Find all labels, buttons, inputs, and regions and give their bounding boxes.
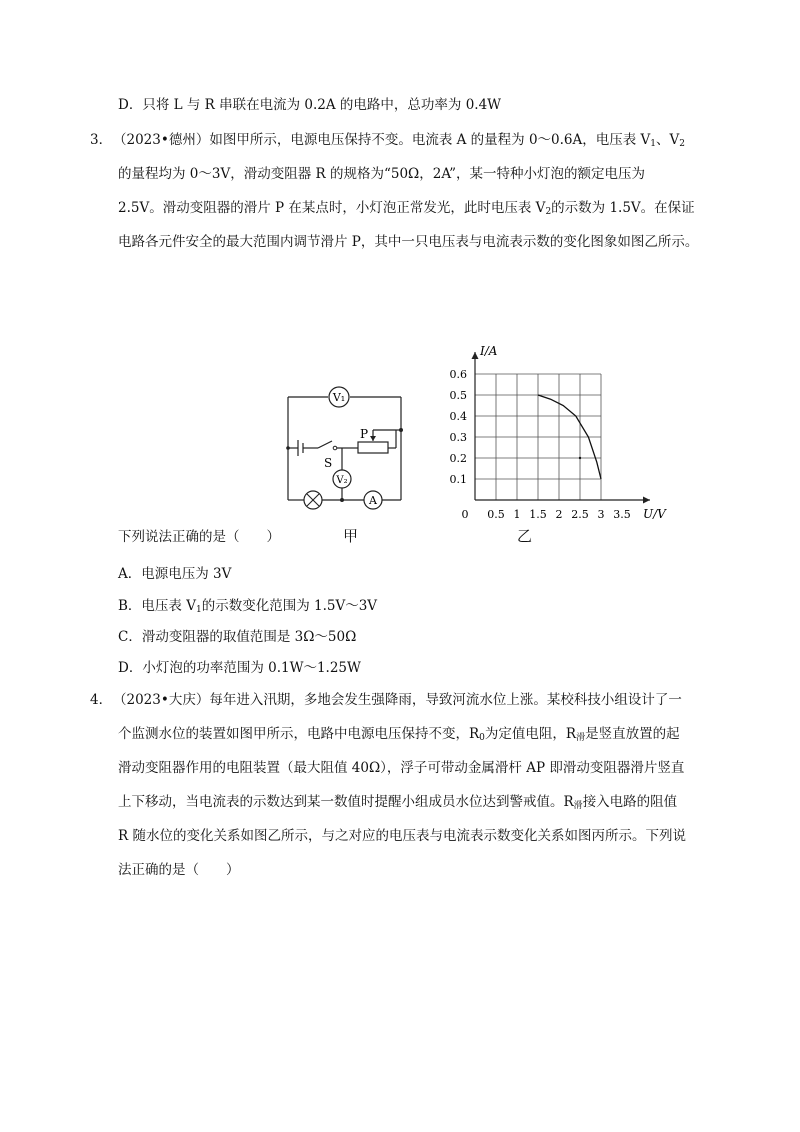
q3-option-c: C．滑动变阻器的取值范围是 3Ω～50Ω bbox=[118, 629, 357, 645]
q4-number: 4． bbox=[90, 692, 113, 708]
x-tick-label: 2 bbox=[555, 508, 563, 521]
ammeter-label: A bbox=[369, 494, 377, 507]
q3-line-3: 2.5V。滑动变阻器的滑片 P 在某点时，小灯泡正常发光，此时电压表 $V_2$的示数为 1.5V。在保证 bbox=[118, 200, 695, 217]
q4-line-6: 法正确的是（ ） bbox=[118, 862, 240, 878]
q3-line-2: 的量程均为 0～3V，滑动变阻器 R 的规格为“50Ω，2A”，某一特种小灯泡的额定电压为 bbox=[118, 166, 645, 182]
x-tick-label: 0 bbox=[461, 508, 469, 521]
x-tick-label: 1 bbox=[513, 508, 521, 521]
v2-meter-label: V₂ bbox=[336, 475, 348, 486]
q3-question: 下列说法正确的是（ ） bbox=[118, 529, 280, 545]
y-tick-label: 0.3 bbox=[449, 431, 467, 444]
x-tick-label: 1.5 bbox=[529, 508, 547, 521]
q3-option-b: B．电压表 $V_1$的示数变化范围为 1.5V～3V bbox=[118, 598, 378, 615]
iu-chart-yi bbox=[440, 342, 680, 532]
q3-number: 3． bbox=[90, 132, 113, 148]
q4-line-3: 滑动变阻器作用的电阻装置（最大阻值 40Ω），浮子可带动金属滑杆 AP 即滑动变阻器滑片竖直 bbox=[118, 760, 685, 776]
q3-line-4: 电路各元件安全的最大范围内调节滑片 P，其中一只电压表与电流表示数的变化图象如图乙所示。 bbox=[118, 234, 699, 250]
q4-line-1: （2023•大庆）每年进入汛期，多地会发生强降雨，导致河流水位上涨。某校科技小组设计了一 bbox=[113, 692, 682, 708]
fig-jia-caption: 甲 bbox=[343, 527, 359, 545]
q3-option-a: A．电源电压为 3V bbox=[118, 566, 232, 582]
y-tick-label: 0.4 bbox=[449, 410, 467, 423]
switch-label: S bbox=[324, 456, 333, 470]
q4-line-4: 上下移动，当电流表的示数达到某一数值时提醒小组成员水位达到警戒值。$R_滑$接入电路的阻值 bbox=[118, 794, 678, 811]
q4-line-5: R 随水位的变化关系如图乙所示，与之对应的电压表与电流表示数变化关系如图丙所示。下列说 bbox=[118, 828, 686, 844]
previous-option-d: D．只将 L 与 R 串联在电流为 0.2A 的电路中，总功率为 0.4W bbox=[118, 97, 502, 113]
x-axis-label: U/V bbox=[643, 507, 666, 521]
x-tick-label: 0.5 bbox=[487, 508, 505, 521]
x-tick-label: 3 bbox=[597, 508, 605, 521]
x-tick-label: 3.5 bbox=[613, 508, 631, 521]
circuit-diagram-jia bbox=[280, 380, 410, 520]
chart-dot bbox=[579, 457, 581, 459]
v1-meter-label: V₁ bbox=[332, 391, 346, 404]
y-tick-label: 0.5 bbox=[449, 389, 467, 402]
y-tick-label: 0.1 bbox=[449, 473, 467, 486]
y-tick-label: 0.6 bbox=[449, 368, 467, 381]
q3-option-d: D．小灯泡的功率范围为 0.1W～1.25W bbox=[118, 660, 361, 676]
y-axis-label: I/A bbox=[480, 344, 498, 358]
slider-label: P bbox=[360, 427, 369, 441]
q3-line-1: （2023•德州）如图甲所示，电源电压保持不变。电流表 A 的量程为 0～0.6A，电压表 $V_1$、$V_2$ bbox=[113, 132, 686, 149]
q4-line-2: 个监测水位的装置如图甲所示，电路中电源电压保持不变，$R_0$为定值电阻，$R_滑$是竖直放置的起 bbox=[118, 726, 680, 743]
fig-yi-caption: 乙 bbox=[517, 527, 533, 545]
y-tick-label: 0.2 bbox=[449, 452, 467, 465]
x-tick-label: 2.5 bbox=[571, 508, 589, 521]
